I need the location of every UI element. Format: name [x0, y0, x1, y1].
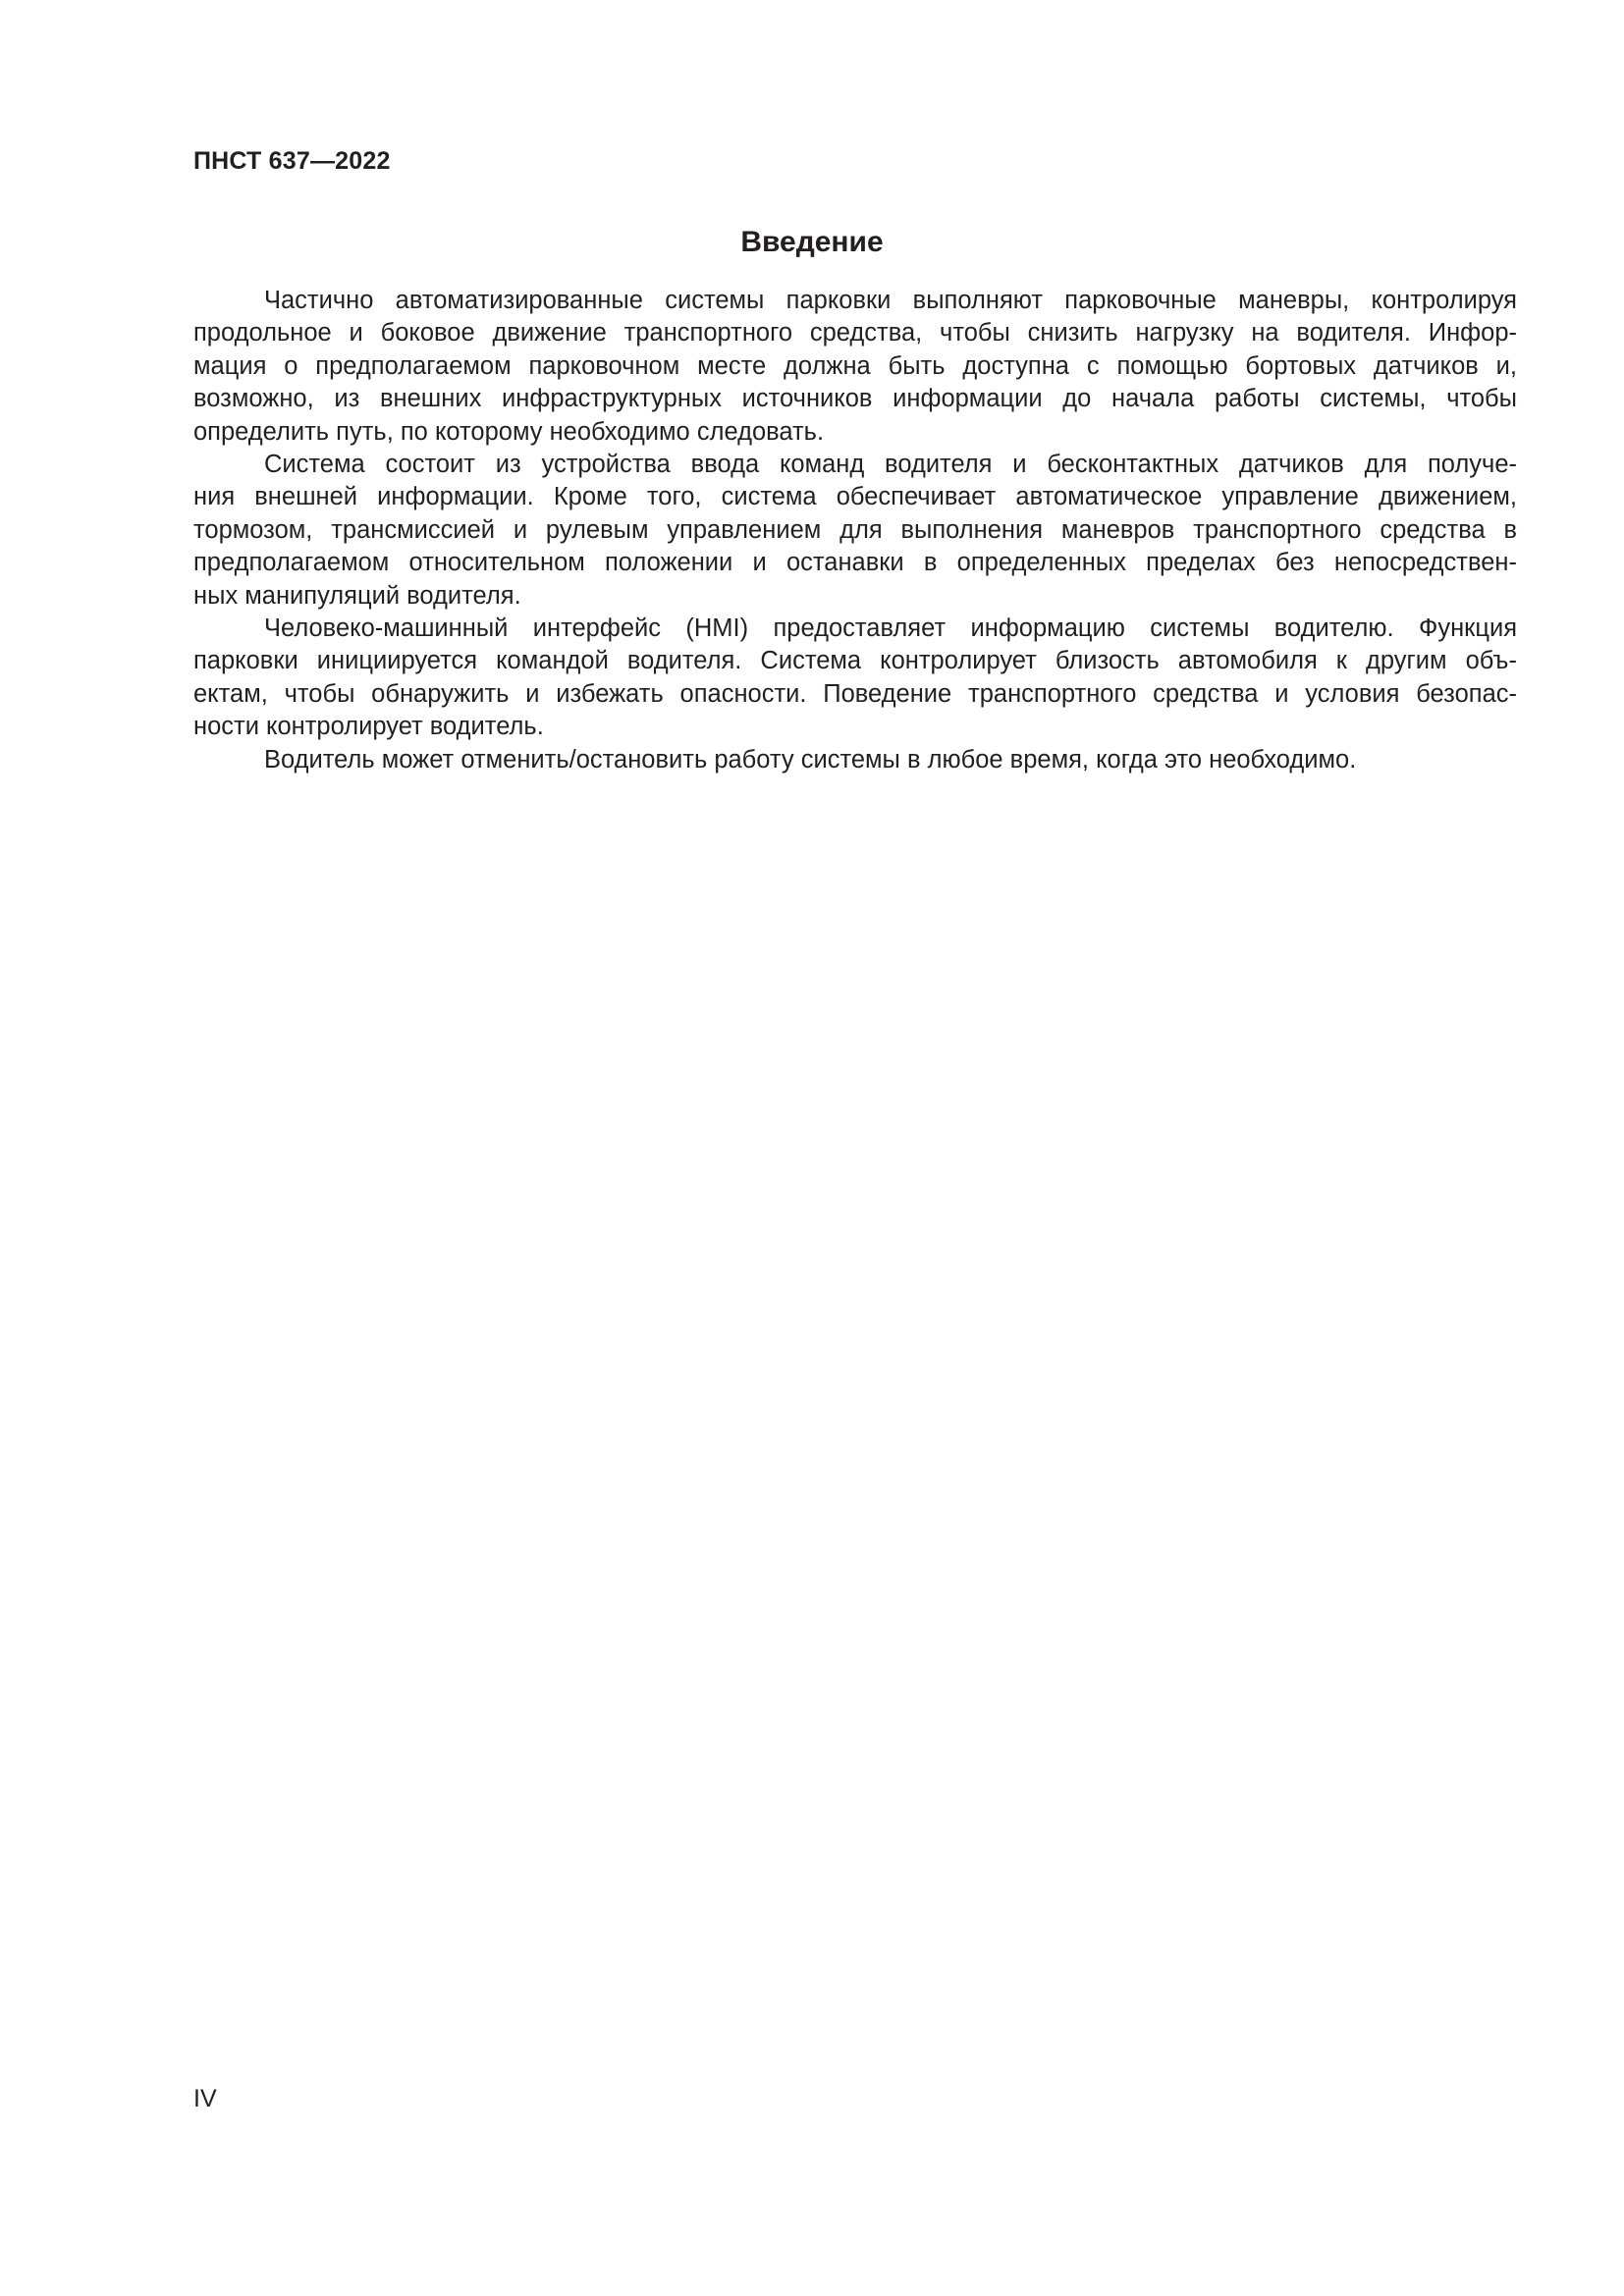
paragraph: [193, 613, 1517, 744]
text-line: ектам, чтобы обнаружить и избежать опасности. Поведение транспортного средства и условия безопас-: [193, 679, 1517, 708]
text-line: тормозом, трансмиссией и рулевым управлением для выполнения маневров транспортного средства в: [193, 515, 1517, 544]
text-line: парковки инициируется командой водителя. Система контролирует близость автомобиля к другим объ-: [193, 647, 1517, 675]
text-line: ности контролирует водитель.: [193, 713, 544, 741]
paragraph: [193, 449, 1517, 613]
text-line: продольное и боковое движение транспортного средства, чтобы снизить нагрузку на водителя. Инфор-: [193, 319, 1517, 347]
text-line: возможно, из внешних инфраструктурных источников информации до начала работы системы, чтобы: [193, 385, 1517, 413]
text-line: Частично автоматизированные системы парковки выполняют парковочные маневры, контролируя: [264, 287, 1517, 314]
paragraph: [193, 744, 1517, 776]
text-line: Человеко-машинный интерфейс (HMI) предоставляет информацию системы водителю. Функция: [264, 614, 1517, 643]
paragraph: [193, 285, 1517, 449]
body-text: [193, 285, 1517, 776]
text-line: ных манипуляций водителя.: [193, 581, 521, 610]
text-line: предполагаемом относительном положении и останавки в определенных пределах без непосредствен-: [193, 549, 1517, 577]
text-line: Водитель может отменить/остановить работу системы в любое время, когда это необходимо.: [264, 745, 1357, 774]
page-number: IV: [193, 2085, 217, 2112]
text-line: определить путь, по которому необходимо следовать.: [193, 417, 825, 446]
text-line: Система состоит из устройства ввода команд водителя и бесконтактных датчиков для получе-: [264, 451, 1517, 479]
section-title: Введение: [740, 226, 884, 258]
text-line: мация о предполагаемом парковочном месте должна быть доступна с помощью бортовых датчиков и,: [193, 351, 1517, 380]
document-code: ПНСТ 637—2022: [193, 147, 391, 175]
text-line: ния внешней информации. Кроме того, система обеспечивает автоматическое управление движением,: [193, 483, 1517, 511]
